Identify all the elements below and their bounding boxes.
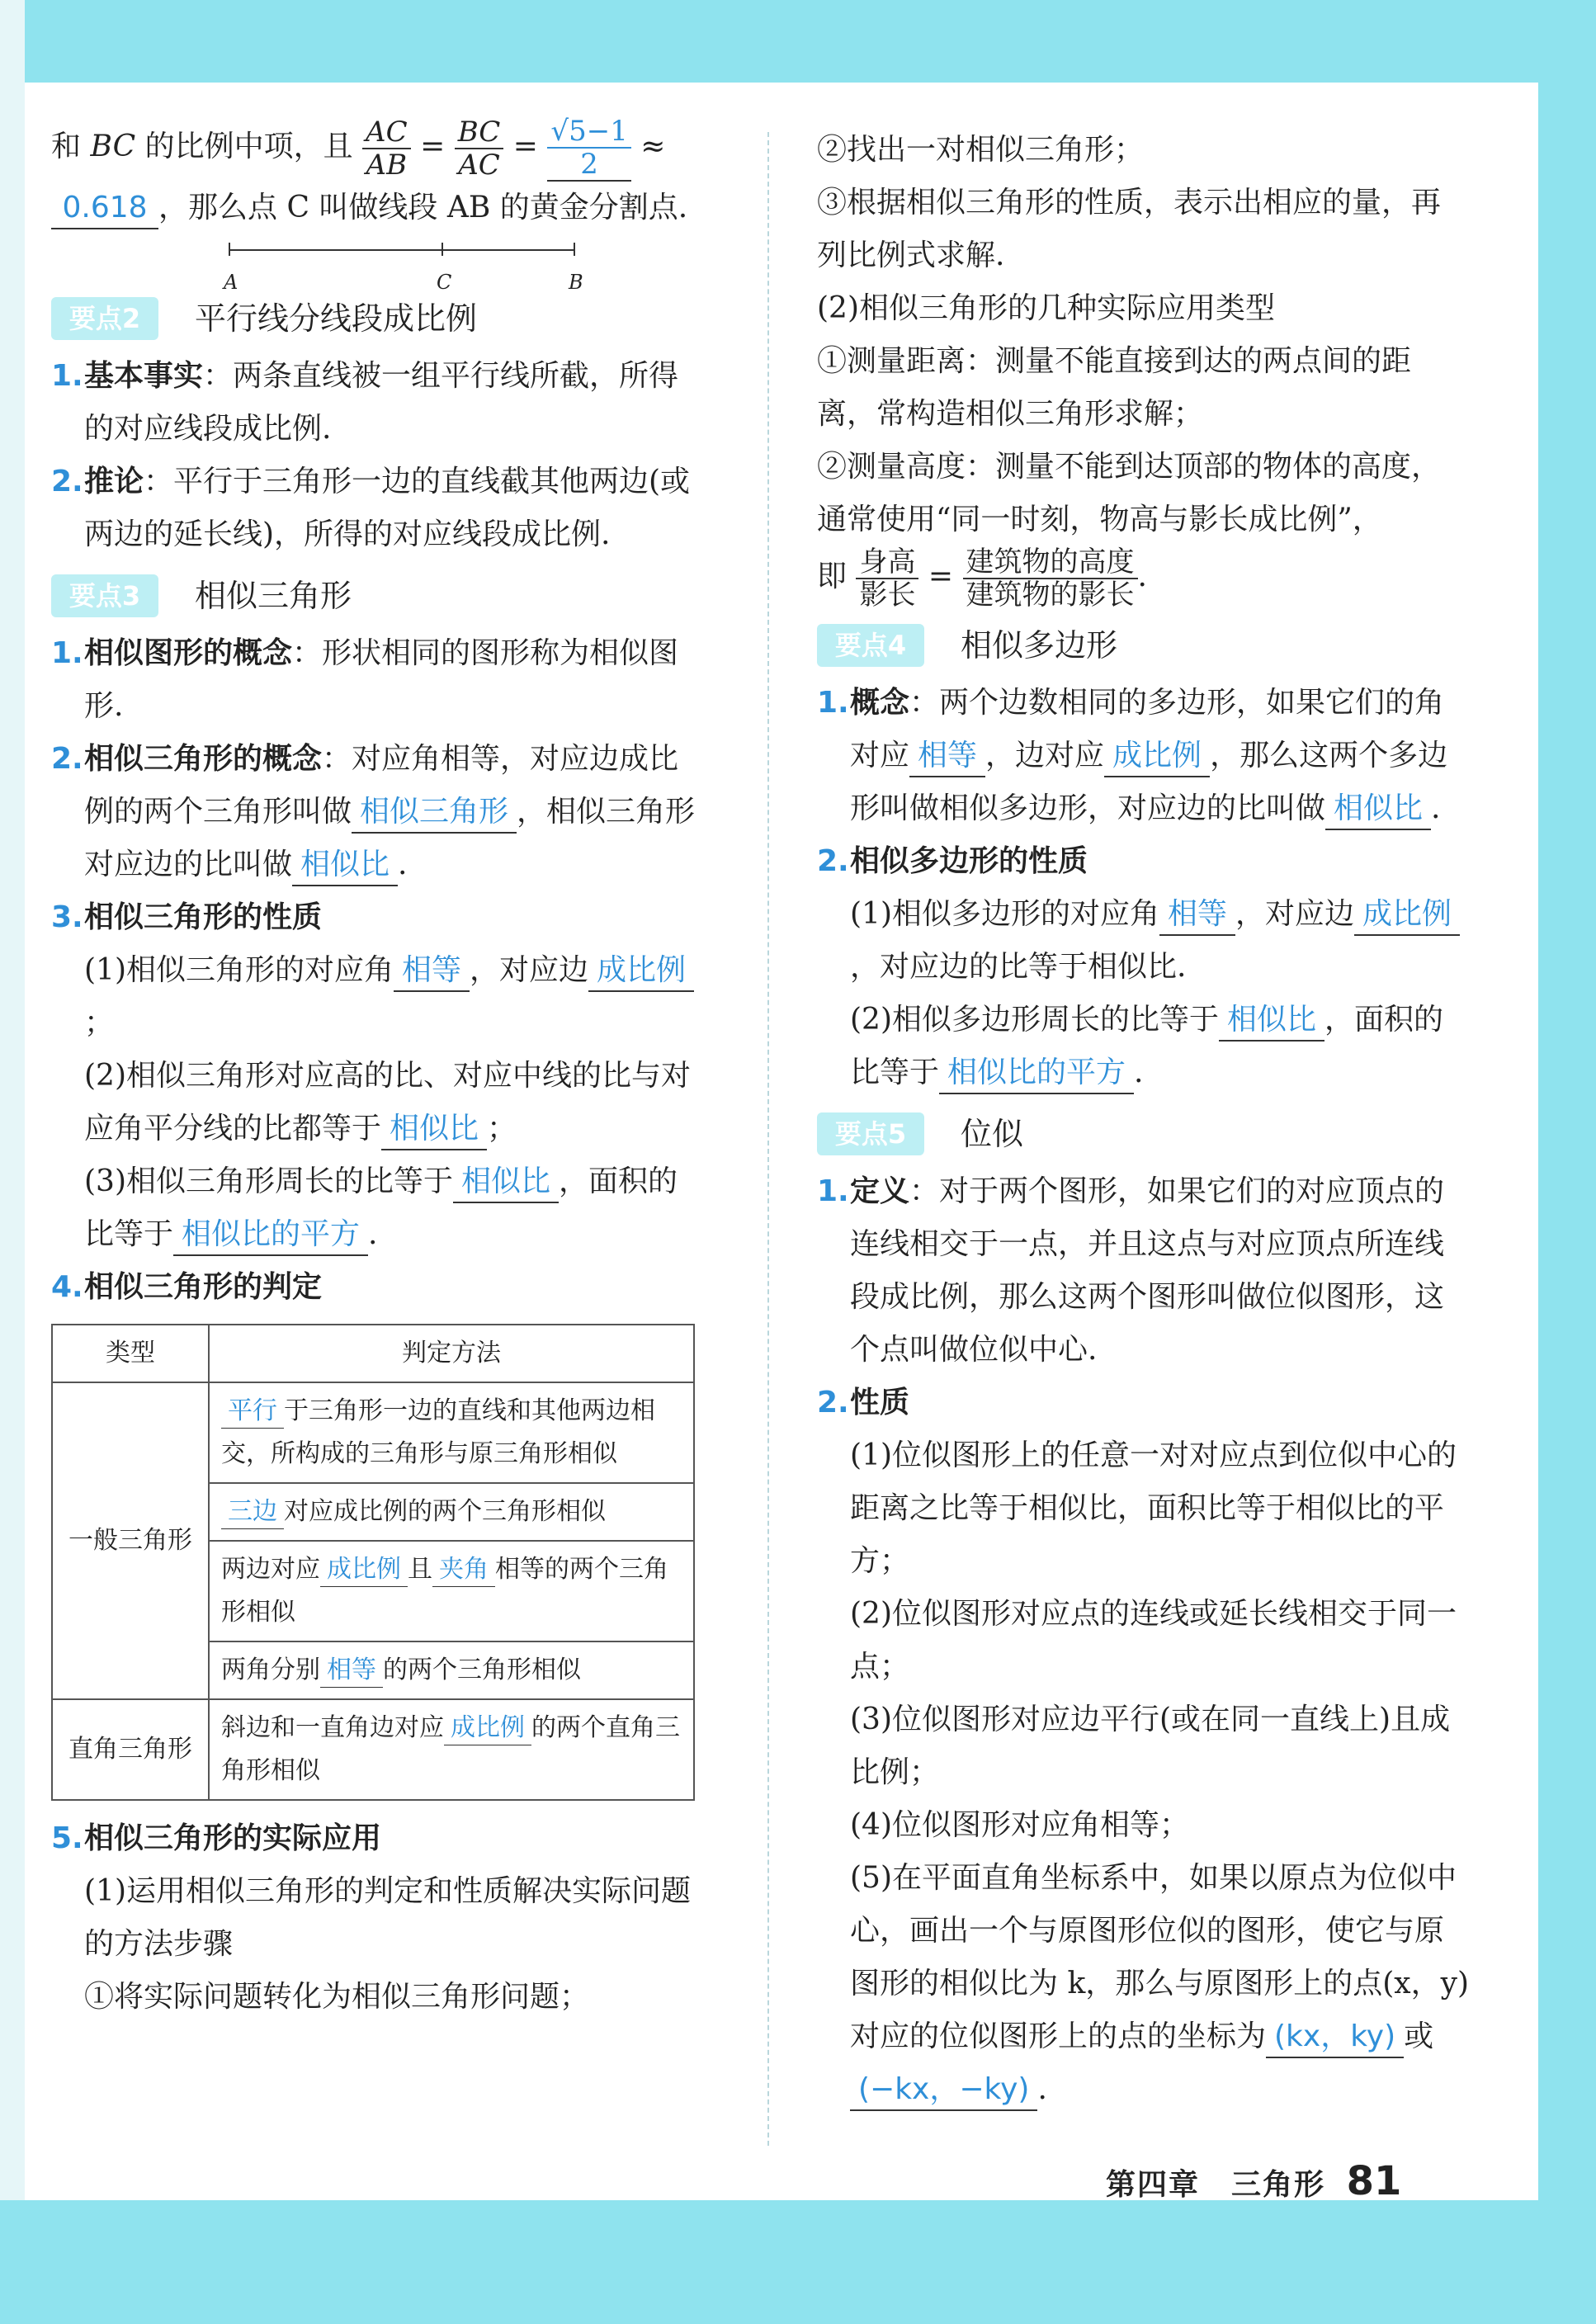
key-point-4-heading [817, 619, 1469, 672]
fraction-building [963, 546, 1138, 611]
key-point-5-heading [817, 1108, 1469, 1160]
list-item [817, 677, 1469, 835]
application-step-3: ③根据相似三角形的性质，表示出相应的量，再列比例式求解. [817, 186, 1442, 272]
key-point-tag: 要点5 [817, 1112, 924, 1155]
answer-blank: 成比例 [444, 1712, 531, 1745]
text-span: ； [84, 1006, 115, 1040]
item-number: 2. [817, 844, 849, 878]
list-item [51, 350, 703, 456]
text-span: 于三角形一边的直线和其他两边相交，所构成的三角形与原三角形相似 [221, 1396, 655, 1468]
term: 基本事实 [84, 359, 204, 393]
term: 相似三角形的判定 [84, 1270, 323, 1304]
table-cell-method [209, 1541, 694, 1641]
approx-sign: ≈ [640, 130, 666, 163]
text-span: ：两个边数相同的多边形，如果它们的角对应 [850, 686, 1445, 772]
label-a: A [224, 271, 238, 294]
answer-blank: 相似比 [1219, 1000, 1324, 1042]
list-item [817, 1165, 1469, 1377]
table-header-method: 判定方法 [209, 1325, 694, 1382]
item-number: 4. [51, 1270, 83, 1304]
homothety-property-3: (3)位似图形对应边平行(或在同一直线上)且成比例； [850, 1703, 1451, 1789]
item-number: 2. [51, 742, 83, 776]
item-text [84, 733, 703, 891]
numerator: √5−1 [547, 116, 630, 149]
item-text [84, 627, 703, 733]
item-text [850, 1165, 1469, 1377]
text-span: 即 [817, 560, 848, 593]
item-number: 1. [817, 1174, 849, 1208]
text-span: 或 [1404, 2019, 1434, 2053]
denominator: 建筑物的影长 [966, 579, 1135, 612]
item-number: 1. [51, 636, 83, 670]
property-3 [51, 1155, 703, 1261]
right-color-band [1538, 0, 1596, 2324]
list-item [51, 733, 703, 891]
right-column [817, 124, 1469, 2116]
tick-a [229, 243, 230, 256]
bc-label: BC [90, 130, 136, 163]
criteria-table [51, 1324, 695, 1801]
text-span: . [1037, 2072, 1047, 2106]
key-point-3-heading [51, 569, 703, 622]
text-span: (1)相似三角形的对应角 [84, 953, 394, 987]
table-cell-type: 直角三角形 [52, 1699, 209, 1800]
text-span: (3)相似三角形周长的比等于 [84, 1164, 453, 1198]
text-span: ，那么这两个多边形叫做相似多边形，对应边的比叫做 [850, 739, 1448, 825]
list-item [51, 1812, 703, 1865]
text-span: . [398, 848, 408, 881]
section-title: 平行线分线段成比例 [195, 300, 478, 337]
item-number: 3. [51, 900, 83, 934]
text-span: ，那么点 C 叫做线段 AB 的黄金分割点. [158, 191, 688, 224]
segment-line [229, 249, 575, 251]
answer-blank: 成比例 [588, 951, 694, 992]
segment-acb-diagram [224, 234, 703, 294]
term: 相似多边形的性质 [850, 844, 1088, 878]
term: 性质 [850, 1386, 910, 1419]
left-margin [0, 0, 25, 2324]
application-step-2: ②找出一对相似三角形； [817, 133, 1145, 167]
text-span: ，对应边的比等于相似比. [850, 950, 1187, 984]
text-span: ：对于两个图形，如果它们的对应顶点的连线相交于一点，并且这点与对应顶点所连线段成比例，那么这两个图形叫做位似图形，这个点叫做位似中心. [850, 1174, 1445, 1367]
page-number: 81 [1346, 2158, 1402, 2204]
answer-blank: 相似比 [292, 845, 398, 886]
text-span: 的两个三角形相似 [383, 1656, 581, 1684]
text-span: ：对应角相等，对应边成比例的两个三角形叫做 [84, 742, 679, 829]
answer-blank: 三边 [221, 1495, 284, 1529]
key-point-tag: 要点2 [51, 297, 158, 340]
text-span: ，面积的比等于 [850, 1003, 1444, 1089]
answer-blank: 成比例 [1354, 895, 1460, 936]
numerator: 建筑物的高度 [963, 546, 1138, 579]
text-span: 斜边和一直角边对应 [221, 1713, 444, 1742]
denominator: AB [366, 149, 408, 182]
text-span: 两边对应 [221, 1555, 320, 1584]
text-span: (2)相似三角形对应高的比、对应中线的比与对应角平分线的比都等于 [84, 1059, 691, 1145]
top-color-band [0, 0, 1596, 83]
denominator: 2 [547, 149, 630, 182]
section-title: 相似三角形 [195, 578, 352, 614]
list-item [51, 1261, 703, 1314]
left-column [51, 116, 703, 2024]
text-span: ，面积的比等于 [84, 1164, 678, 1251]
text-span: . [368, 1217, 378, 1251]
text-span: ：平行于三角形一边的直线截其他两边(或两边的延长线)，所得的对应线段成比例. [84, 465, 691, 551]
height-ratio-formula [817, 546, 1469, 611]
answer-blank: 相等 [1159, 895, 1235, 936]
text-span: (2)相似多边形周长的比等于 [850, 1003, 1219, 1037]
text-span: . [1137, 560, 1147, 593]
text-span: ，边对应 [985, 739, 1105, 772]
item-text [84, 350, 703, 456]
text-span: (1)相似多边形的对应角 [850, 897, 1159, 931]
denominator: 影长 [859, 579, 916, 612]
table-row [52, 1382, 694, 1483]
answer-blank: 相似三角形 [352, 792, 517, 834]
term: 相似三角形的概念 [84, 742, 323, 776]
text-span: ：形状相同的图形称为相似图形. [84, 636, 679, 723]
text-span: ：两条直线被一组平行线所截，所得的对应线段成比例. [84, 359, 679, 446]
measure-height: ②测量高度：测量不能到达顶部的物体的高度，通常使用“同一时刻，物高与影长成比例”， [817, 450, 1442, 536]
term: 相似三角形的性质 [84, 900, 323, 934]
text-span: 对应成比例的两个三角形相似 [284, 1497, 606, 1526]
answer-blank: (−kx，−ky) [850, 2070, 1037, 2111]
text-span: (5)在平面直角坐标系中，如果以原点为位似中心，画出一个与原图形位似的图形，使它与原图形的相似比为 k，那么与原图形上的点(x，y)对应的位似图形上的点的坐标为 [850, 1861, 1469, 2053]
text-span: ，对应边 [470, 953, 589, 987]
homothety-property-4: (4)位似图形对应角相等； [850, 1808, 1189, 1842]
equals-sign: = [420, 130, 446, 163]
equals-sign: = [928, 560, 954, 593]
bottom-color-band [0, 2200, 1596, 2324]
term: 推论 [84, 465, 144, 498]
term: 相似三角形的实际应用 [84, 1821, 382, 1855]
text-span: 的两个直角三角形相似 [221, 1713, 680, 1785]
item-number: 5. [51, 1821, 83, 1855]
homothety-property-1: (1)位似图形上的任意一对对应点到位似中心的距离之比等于相似比，面积比等于相似比的平方； [850, 1438, 1457, 1578]
term: 定义 [850, 1174, 910, 1208]
page-footer [1106, 2158, 1401, 2204]
table-header-type: 类型 [52, 1325, 209, 1382]
label-c: C [437, 271, 452, 294]
answer-blank: 成比例 [1104, 736, 1210, 777]
property-1 [51, 944, 703, 1050]
section-title: 相似多边形 [961, 627, 1118, 664]
table-header-row [52, 1325, 694, 1382]
text-span: 和 [51, 130, 91, 163]
item-number: 1. [51, 359, 83, 393]
answer-blank: 相似比 [1325, 789, 1431, 830]
homothety-property-5 [817, 1852, 1469, 2116]
answer-blank: 相似比的平方 [939, 1053, 1134, 1094]
denominator: AC [458, 149, 500, 182]
numerator: BC [455, 116, 504, 149]
key-point-tag: 要点3 [51, 574, 158, 617]
label-b: B [569, 271, 583, 294]
item-number: 2. [817, 1386, 849, 1419]
key-point-tag: 要点4 [817, 624, 924, 667]
tick-c [441, 243, 443, 256]
application-types-title: (2)相似三角形的几种实际应用类型 [817, 291, 1275, 325]
answer-blank: 相似比的平方 [173, 1215, 368, 1256]
item-number: 2. [51, 465, 83, 498]
item-number: 1. [817, 686, 849, 720]
section-title: 位似 [961, 1116, 1024, 1152]
answer-blank: 相等 [394, 951, 470, 992]
term: 概念 [850, 686, 910, 720]
item-text [84, 456, 703, 561]
text-span: 两角分别 [221, 1656, 320, 1684]
key-point-2-heading [51, 292, 703, 345]
chapter-title: 第四章 三角形 [1106, 2168, 1326, 2202]
table-cell-method [209, 1641, 694, 1699]
golden-ratio-text [51, 116, 703, 234]
table-row [52, 1699, 694, 1800]
text-span: 相等的两个三角形相似 [221, 1555, 668, 1627]
text-span: 且 [408, 1555, 432, 1584]
measure-distance: ①测量距离：测量不能直接到达的两点间的距离，常构造相似三角形求解； [817, 344, 1412, 431]
tick-b [574, 243, 575, 256]
answer-blank: 平行 [221, 1395, 284, 1429]
polygon-property-1 [817, 888, 1469, 994]
table-cell-method [209, 1483, 694, 1541]
fraction-bc-ac [455, 116, 504, 181]
polygon-property-2 [817, 994, 1469, 1099]
list-item [51, 891, 703, 944]
item-text [850, 677, 1469, 835]
property-2 [51, 1050, 703, 1155]
list-item [51, 456, 703, 561]
answer-blank: 相等 [909, 736, 985, 777]
numerator: AC [362, 116, 411, 149]
answer-blank: (kx，ky) [1266, 2017, 1404, 2058]
application-step-1: ①将实际问题转化为相似三角形问题； [84, 1980, 590, 2014]
application-step-intro: (1)运用相似三角形的判定和性质解决实际问题的方法步骤 [84, 1874, 691, 1961]
answer-blank: 相等 [320, 1654, 383, 1688]
answer-blank: 相似比 [453, 1162, 559, 1203]
equals-sign: = [512, 130, 538, 163]
text-span: . [1134, 1056, 1144, 1089]
text-span: ，对应边 [1235, 897, 1355, 931]
list-item [51, 627, 703, 733]
table-cell-type: 一般三角形 [52, 1382, 209, 1699]
answer-blank: 0.618 [51, 188, 158, 229]
table-cell-method [209, 1699, 694, 1800]
text-span: ，相似三角形对应边的比叫做 [84, 795, 696, 881]
fraction-height-shadow [856, 546, 918, 611]
golden-fraction-blank [547, 116, 630, 182]
text-span: ； [487, 1112, 517, 1145]
answer-blank: 夹角 [432, 1553, 495, 1587]
list-item [817, 835, 1469, 888]
term: 相似图形的概念 [84, 636, 293, 670]
answer-blank: 成比例 [320, 1553, 408, 1587]
numerator: 身高 [856, 546, 918, 579]
list-item [817, 1377, 1469, 1429]
text-span: . [1431, 791, 1441, 825]
answer-blank: 相似比 [381, 1109, 487, 1150]
text-span: 的比例中项，且 [135, 130, 353, 163]
table-cell-method [209, 1382, 694, 1483]
column-divider [767, 132, 769, 2146]
homothety-property-2: (2)位似图形对应点的连线或延长线相交于同一点； [850, 1597, 1457, 1684]
fraction-ac-ab [362, 116, 411, 181]
